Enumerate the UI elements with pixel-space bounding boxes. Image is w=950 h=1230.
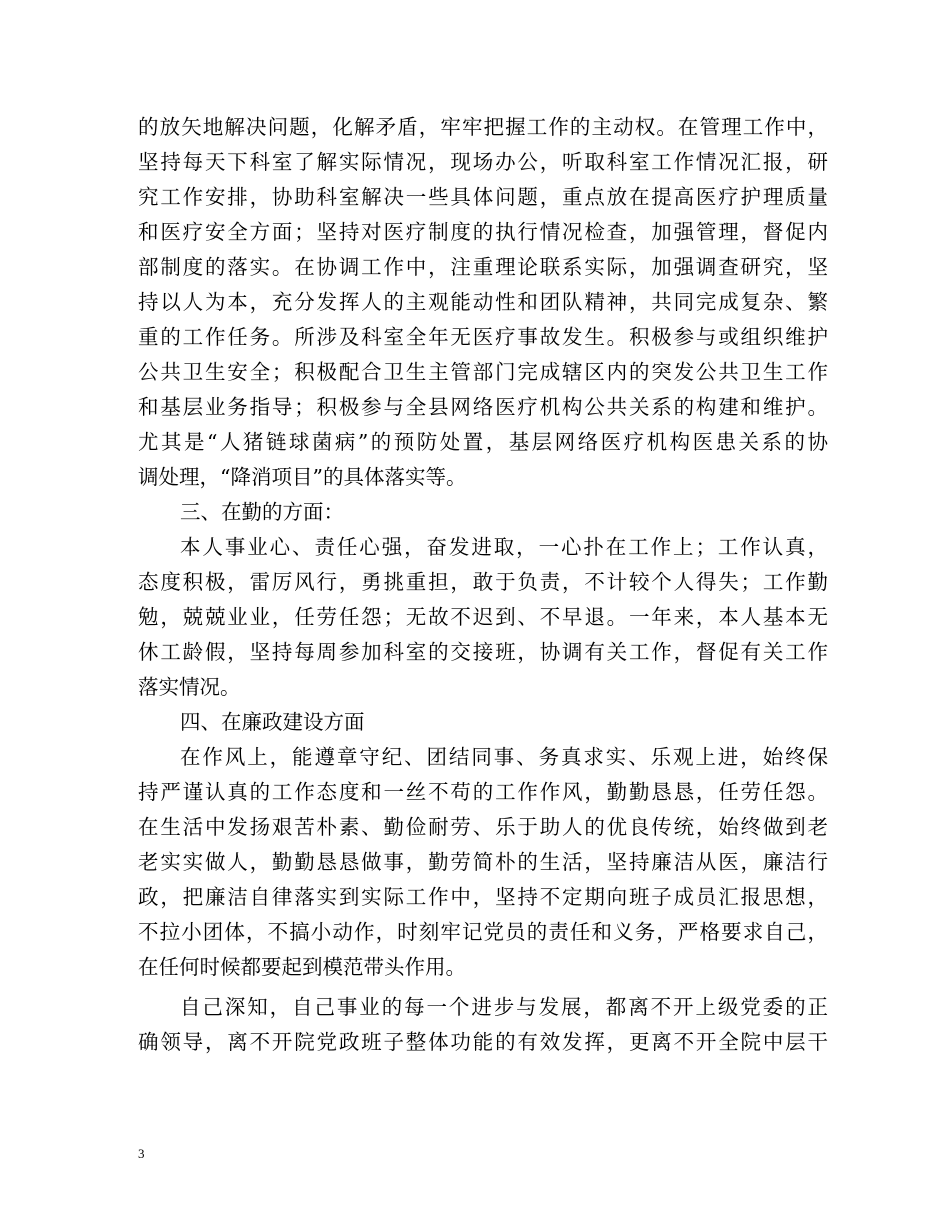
body-line: 政，把廉洁自律落实到实际工作中，坚持不定期向班子成员汇报思想， xyxy=(138,885,828,909)
body-line: 本人事业心、责任心强，奋发进取，一心扑在工作上；工作认真， xyxy=(180,535,828,559)
section-heading: 三、在勤的方面： xyxy=(180,500,344,524)
body-line: 的放矢地解决问题，化解矛盾，牢牢把握工作的主动权。在管理工作中， xyxy=(138,115,828,139)
body-line: 自己深知，自己事业的每一个进步与发展，都离不开上级党委的正 xyxy=(180,995,828,1019)
body-line: 和基层业务指导；积极参与全县网络医疗机构公共关系的构建和维护。 xyxy=(138,395,828,419)
body-line: 不拉小团体，不搞小动作，时刻牢记党员的责任和义务，严格要求自己， xyxy=(138,920,828,944)
body-line: 在生活中发扬艰苦朴素、勤俭耐劳、乐于助人的优良传统，始终做到老 xyxy=(138,815,828,839)
body-line: 确领导，离不开院党政班子整体功能的有效发挥，更离不开全院中层干 xyxy=(138,1030,828,1054)
section-heading: 四、在廉政建设方面 xyxy=(180,710,365,734)
body-line: 态度积极，雷厉风行，勇挑重担，敢于负责，不计较个人得失；工作勤 xyxy=(138,570,828,594)
body-line: 重的工作任务。所涉及科室全年无医疗事故发生。积极参与或组织维护 xyxy=(138,325,828,349)
body-line: 在作风上，能遵章守纪、团结同事、务真求实、乐观上进，始终保 xyxy=(180,745,828,769)
body-line: 部制度的落实。在协调工作中，注重理论联系实际，加强调查研究，坚 xyxy=(138,255,828,279)
body-line: 调处理，“降消项目”的具体落实等。 xyxy=(138,465,467,489)
body-line: 老实实做人，勤勤恳恳做事，勤劳简朴的生活，坚持廉洁从医，廉洁行 xyxy=(138,850,828,874)
body-line: 持严谨认真的工作态度和一丝不苟的工作作风，勤勤恳恳，任劳任怨。 xyxy=(138,780,828,804)
body-line: 在任何时候都要起到模范带头作用。 xyxy=(138,955,466,979)
body-line: 落实情况。 xyxy=(138,675,241,699)
body-line: 和医疗安全方面；坚持对医疗制度的执行情况检查，加强管理，督促内 xyxy=(138,220,828,244)
body-line: 坚持每天下科室了解实际情况，现场办公，听取科室工作情况汇报，研 xyxy=(138,150,828,174)
page-number: 3 xyxy=(138,1146,145,1161)
body-line: 究工作安排，协助科室解决一些具体问题，重点放在提高医疗护理质量 xyxy=(138,185,828,209)
body-line: 持以人为本，充分发挥人的主观能动性和团队精神，共同完成复杂、繁 xyxy=(138,290,828,314)
body-line: 公共卫生安全；积极配合卫生主管部门完成辖区内的突发公共卫生工作 xyxy=(138,360,828,384)
body-line: 休工龄假，坚持每周参加科室的交接班，协调有关工作，督促有关工作 xyxy=(138,640,828,664)
body-line: 尤其是“人猪链球菌病”的预防处置，基层网络医疗机构医患关系的协 xyxy=(138,430,828,454)
body-line: 勉，兢兢业业，任劳任怨；无故不迟到、不早退。一年来，本人基本无 xyxy=(138,605,828,629)
